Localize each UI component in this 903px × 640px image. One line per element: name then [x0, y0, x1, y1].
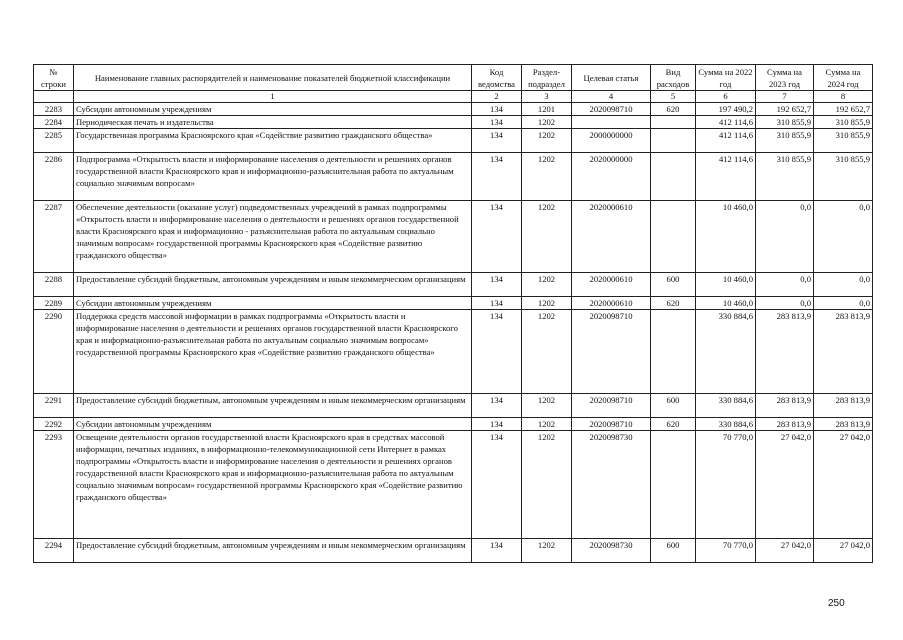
- row-sum-2024: 27 042,0: [814, 431, 873, 539]
- row-name: Предоставление субсидий бюджетным, автономным учреждениям и иным некоммерческим организациям: [74, 394, 472, 418]
- column-number-row: [34, 91, 873, 103]
- row-sum-2024: 310 855,9: [814, 153, 873, 201]
- row-expense-type: [651, 310, 696, 394]
- row-target-item: 2020000000: [572, 153, 651, 201]
- row-section: 1202: [522, 116, 572, 129]
- table-row: [34, 418, 873, 431]
- row-sum-2023: 27 042,0: [756, 431, 814, 539]
- row-target-item: 2020098710: [572, 310, 651, 394]
- row-dept-code: 134: [472, 103, 522, 116]
- row-expense-type: [651, 153, 696, 201]
- header-dept-code: Код ведомства: [472, 65, 522, 91]
- row-section: 1202: [522, 310, 572, 394]
- row-section: 1202: [522, 297, 572, 310]
- row-sum-2022: 197 490,2: [696, 103, 756, 116]
- row-sum-2022: 10 460,0: [696, 273, 756, 297]
- row-expense-type: 620: [651, 418, 696, 431]
- row-section: 1202: [522, 201, 572, 273]
- row-sum-2024: 192 652,7: [814, 103, 873, 116]
- row-sum-2023: 310 855,9: [756, 116, 814, 129]
- header-section: Раздел-подраздел: [522, 65, 572, 91]
- row-number: 2287: [34, 201, 74, 273]
- column-number: 6: [696, 91, 756, 103]
- row-sum-2023: 310 855,9: [756, 129, 814, 153]
- header-sum-2023: Сумма на 2023 год: [756, 65, 814, 91]
- row-name: Предоставление субсидий бюджетным, автономным учреждениям и иным некоммерческим организациям: [74, 539, 472, 563]
- row-sum-2022: 330 884,6: [696, 310, 756, 394]
- row-expense-type: [651, 201, 696, 273]
- row-name: Освещение деятельности органов государственной власти Красноярского края в средствах массовой информации, печатных изданиях, в информационно-телекоммуникационной сети Интернет в рамках подпрограммы «Открытость власти и информирование населения о деятельности и решениях органов государственной власти Красноярского края и информационно-разъяснительная работа по актуальным социально значимым вопросам» государственной программы Красноярского края «Содействие развитию гражданского общества»: [74, 431, 472, 539]
- row-target-item: 2020000610: [572, 273, 651, 297]
- row-dept-code: 134: [472, 431, 522, 539]
- table-row: [34, 153, 873, 201]
- column-number: 5: [651, 91, 696, 103]
- row-name: Субсидии автономным учреждениям: [74, 103, 472, 116]
- table-row: [34, 310, 873, 394]
- row-sum-2023: 0,0: [756, 273, 814, 297]
- row-sum-2024: 310 855,9: [814, 116, 873, 129]
- table-row: [34, 116, 873, 129]
- row-expense-type: [651, 129, 696, 153]
- table-row: [34, 297, 873, 310]
- row-sum-2022: 330 884,6: [696, 394, 756, 418]
- row-target-item: [572, 116, 651, 129]
- row-section: 1202: [522, 273, 572, 297]
- row-number: 2292: [34, 418, 74, 431]
- header-target-item: Целевая статья: [572, 65, 651, 91]
- row-target-item: 2020098710: [572, 103, 651, 116]
- row-sum-2022: 70 770,0: [696, 431, 756, 539]
- row-target-item: 2020000610: [572, 297, 651, 310]
- row-sum-2024: 0,0: [814, 273, 873, 297]
- row-sum-2024: 283 813,9: [814, 394, 873, 418]
- row-sum-2023: 27 042,0: [756, 539, 814, 563]
- table-body: [34, 103, 873, 563]
- row-sum-2024: 283 813,9: [814, 418, 873, 431]
- header-expense-type: Вид расходов: [651, 65, 696, 91]
- column-number: 3: [522, 91, 572, 103]
- row-sum-2022: 330 884,6: [696, 418, 756, 431]
- row-name: Подпрограмма «Открытость власти и информирование населения о деятельности и решениях органов государственной власти Красноярского края и информационно-разъяснительная работа по актуальным социально значимым вопросам»: [74, 153, 472, 201]
- row-sum-2023: 192 652,7: [756, 103, 814, 116]
- row-sum-2023: 310 855,9: [756, 153, 814, 201]
- row-dept-code: 134: [472, 201, 522, 273]
- row-target-item: 2020098710: [572, 418, 651, 431]
- column-number: 8: [814, 91, 873, 103]
- row-section: 1202: [522, 539, 572, 563]
- row-dept-code: 134: [472, 129, 522, 153]
- row-sum-2023: 283 813,9: [756, 394, 814, 418]
- table-row: [34, 129, 873, 153]
- row-section: 1202: [522, 394, 572, 418]
- row-section: 1202: [522, 431, 572, 539]
- header-sum-2022: Сумма на 2022 год: [696, 65, 756, 91]
- row-section: 1201: [522, 103, 572, 116]
- row-sum-2022: 412 114,6: [696, 153, 756, 201]
- row-dept-code: 134: [472, 297, 522, 310]
- row-dept-code: 134: [472, 273, 522, 297]
- row-sum-2024: 0,0: [814, 297, 873, 310]
- table-row: [34, 394, 873, 418]
- budget-table: [33, 64, 873, 563]
- header-name: Наименование главных распорядителей и наименование показателей бюджетной классификации: [74, 65, 472, 91]
- row-number: 2290: [34, 310, 74, 394]
- row-name: Периодическая печать и издательства: [74, 116, 472, 129]
- row-name: Поддержка средств массовой информации в рамках подпрограммы «Открытость власти и информирование населения о деятельности и решениях органов государственной власти Красноярского края и информационно-разъяснительная работа по актуальным социально значимым вопросам» государственной программы Красноярского края «Содействие развитию гражданского общества»: [74, 310, 472, 394]
- row-expense-type: 600: [651, 394, 696, 418]
- row-sum-2022: 10 460,0: [696, 201, 756, 273]
- row-expense-type: [651, 116, 696, 129]
- row-expense-type: 620: [651, 103, 696, 116]
- row-target-item: 2020098730: [572, 539, 651, 563]
- header-sum-2024: Сумма на 2024 год: [814, 65, 873, 91]
- row-sum-2023: 283 813,9: [756, 310, 814, 394]
- row-target-item: 2020098710: [572, 394, 651, 418]
- row-sum-2022: 10 460,0: [696, 297, 756, 310]
- row-name: Обеспечение деятельности (оказание услуг) подведомственных учреждений в рамках подпрограммы «Открытость власти и информирование населения о деятельности и решениях органов государственной власти Красноярского края и информационно - разъяснительная работа по актуальным социально значимым вопросам» государственной программы Красноярского края «Содействие развитию гражданского общества»: [74, 201, 472, 273]
- row-expense-type: [651, 431, 696, 539]
- row-sum-2023: 0,0: [756, 297, 814, 310]
- row-sum-2022: 412 114,6: [696, 129, 756, 153]
- row-number: 2294: [34, 539, 74, 563]
- table-header-row: [34, 65, 873, 91]
- row-sum-2022: 412 114,6: [696, 116, 756, 129]
- row-dept-code: 134: [472, 153, 522, 201]
- column-number: 1: [74, 91, 472, 103]
- row-number: 2289: [34, 297, 74, 310]
- header-row-no: № строки: [34, 65, 74, 91]
- column-number: 7: [756, 91, 814, 103]
- row-number: 2283: [34, 103, 74, 116]
- table-row: [34, 539, 873, 563]
- row-dept-code: 134: [472, 116, 522, 129]
- column-number: [34, 91, 74, 103]
- row-sum-2024: 283 813,9: [814, 310, 873, 394]
- row-expense-type: 600: [651, 539, 696, 563]
- page-number: 250: [828, 598, 845, 609]
- row-target-item: 2020098730: [572, 431, 651, 539]
- table-row: [34, 273, 873, 297]
- row-expense-type: 620: [651, 297, 696, 310]
- row-section: 1202: [522, 153, 572, 201]
- row-target-item: 2020000610: [572, 201, 651, 273]
- row-sum-2024: 310 855,9: [814, 129, 873, 153]
- table-row: [34, 431, 873, 539]
- column-number: 4: [572, 91, 651, 103]
- row-section: 1202: [522, 129, 572, 153]
- row-sum-2024: 27 042,0: [814, 539, 873, 563]
- column-number: 2: [472, 91, 522, 103]
- row-section: 1202: [522, 418, 572, 431]
- row-number: 2288: [34, 273, 74, 297]
- table-row: [34, 201, 873, 273]
- row-dept-code: 134: [472, 418, 522, 431]
- row-number: 2291: [34, 394, 74, 418]
- row-dept-code: 134: [472, 539, 522, 563]
- row-sum-2023: 0,0: [756, 201, 814, 273]
- row-expense-type: 600: [651, 273, 696, 297]
- row-name: Субсидии автономным учреждениям: [74, 297, 472, 310]
- row-number: 2284: [34, 116, 74, 129]
- row-sum-2024: 0,0: [814, 201, 873, 273]
- row-name: Субсидии автономным учреждениям: [74, 418, 472, 431]
- row-sum-2022: 70 770,0: [696, 539, 756, 563]
- row-name: Государственная программа Красноярского края «Содействие развитию гражданского общества»: [74, 129, 472, 153]
- row-target-item: 2000000000: [572, 129, 651, 153]
- row-dept-code: 134: [472, 394, 522, 418]
- row-number: 2285: [34, 129, 74, 153]
- row-dept-code: 134: [472, 310, 522, 394]
- row-number: 2293: [34, 431, 74, 539]
- table-row: [34, 103, 873, 116]
- row-sum-2023: 283 813,9: [756, 418, 814, 431]
- row-name: Предоставление субсидий бюджетным, автономным учреждениям и иным некоммерческим организациям: [74, 273, 472, 297]
- row-number: 2286: [34, 153, 74, 201]
